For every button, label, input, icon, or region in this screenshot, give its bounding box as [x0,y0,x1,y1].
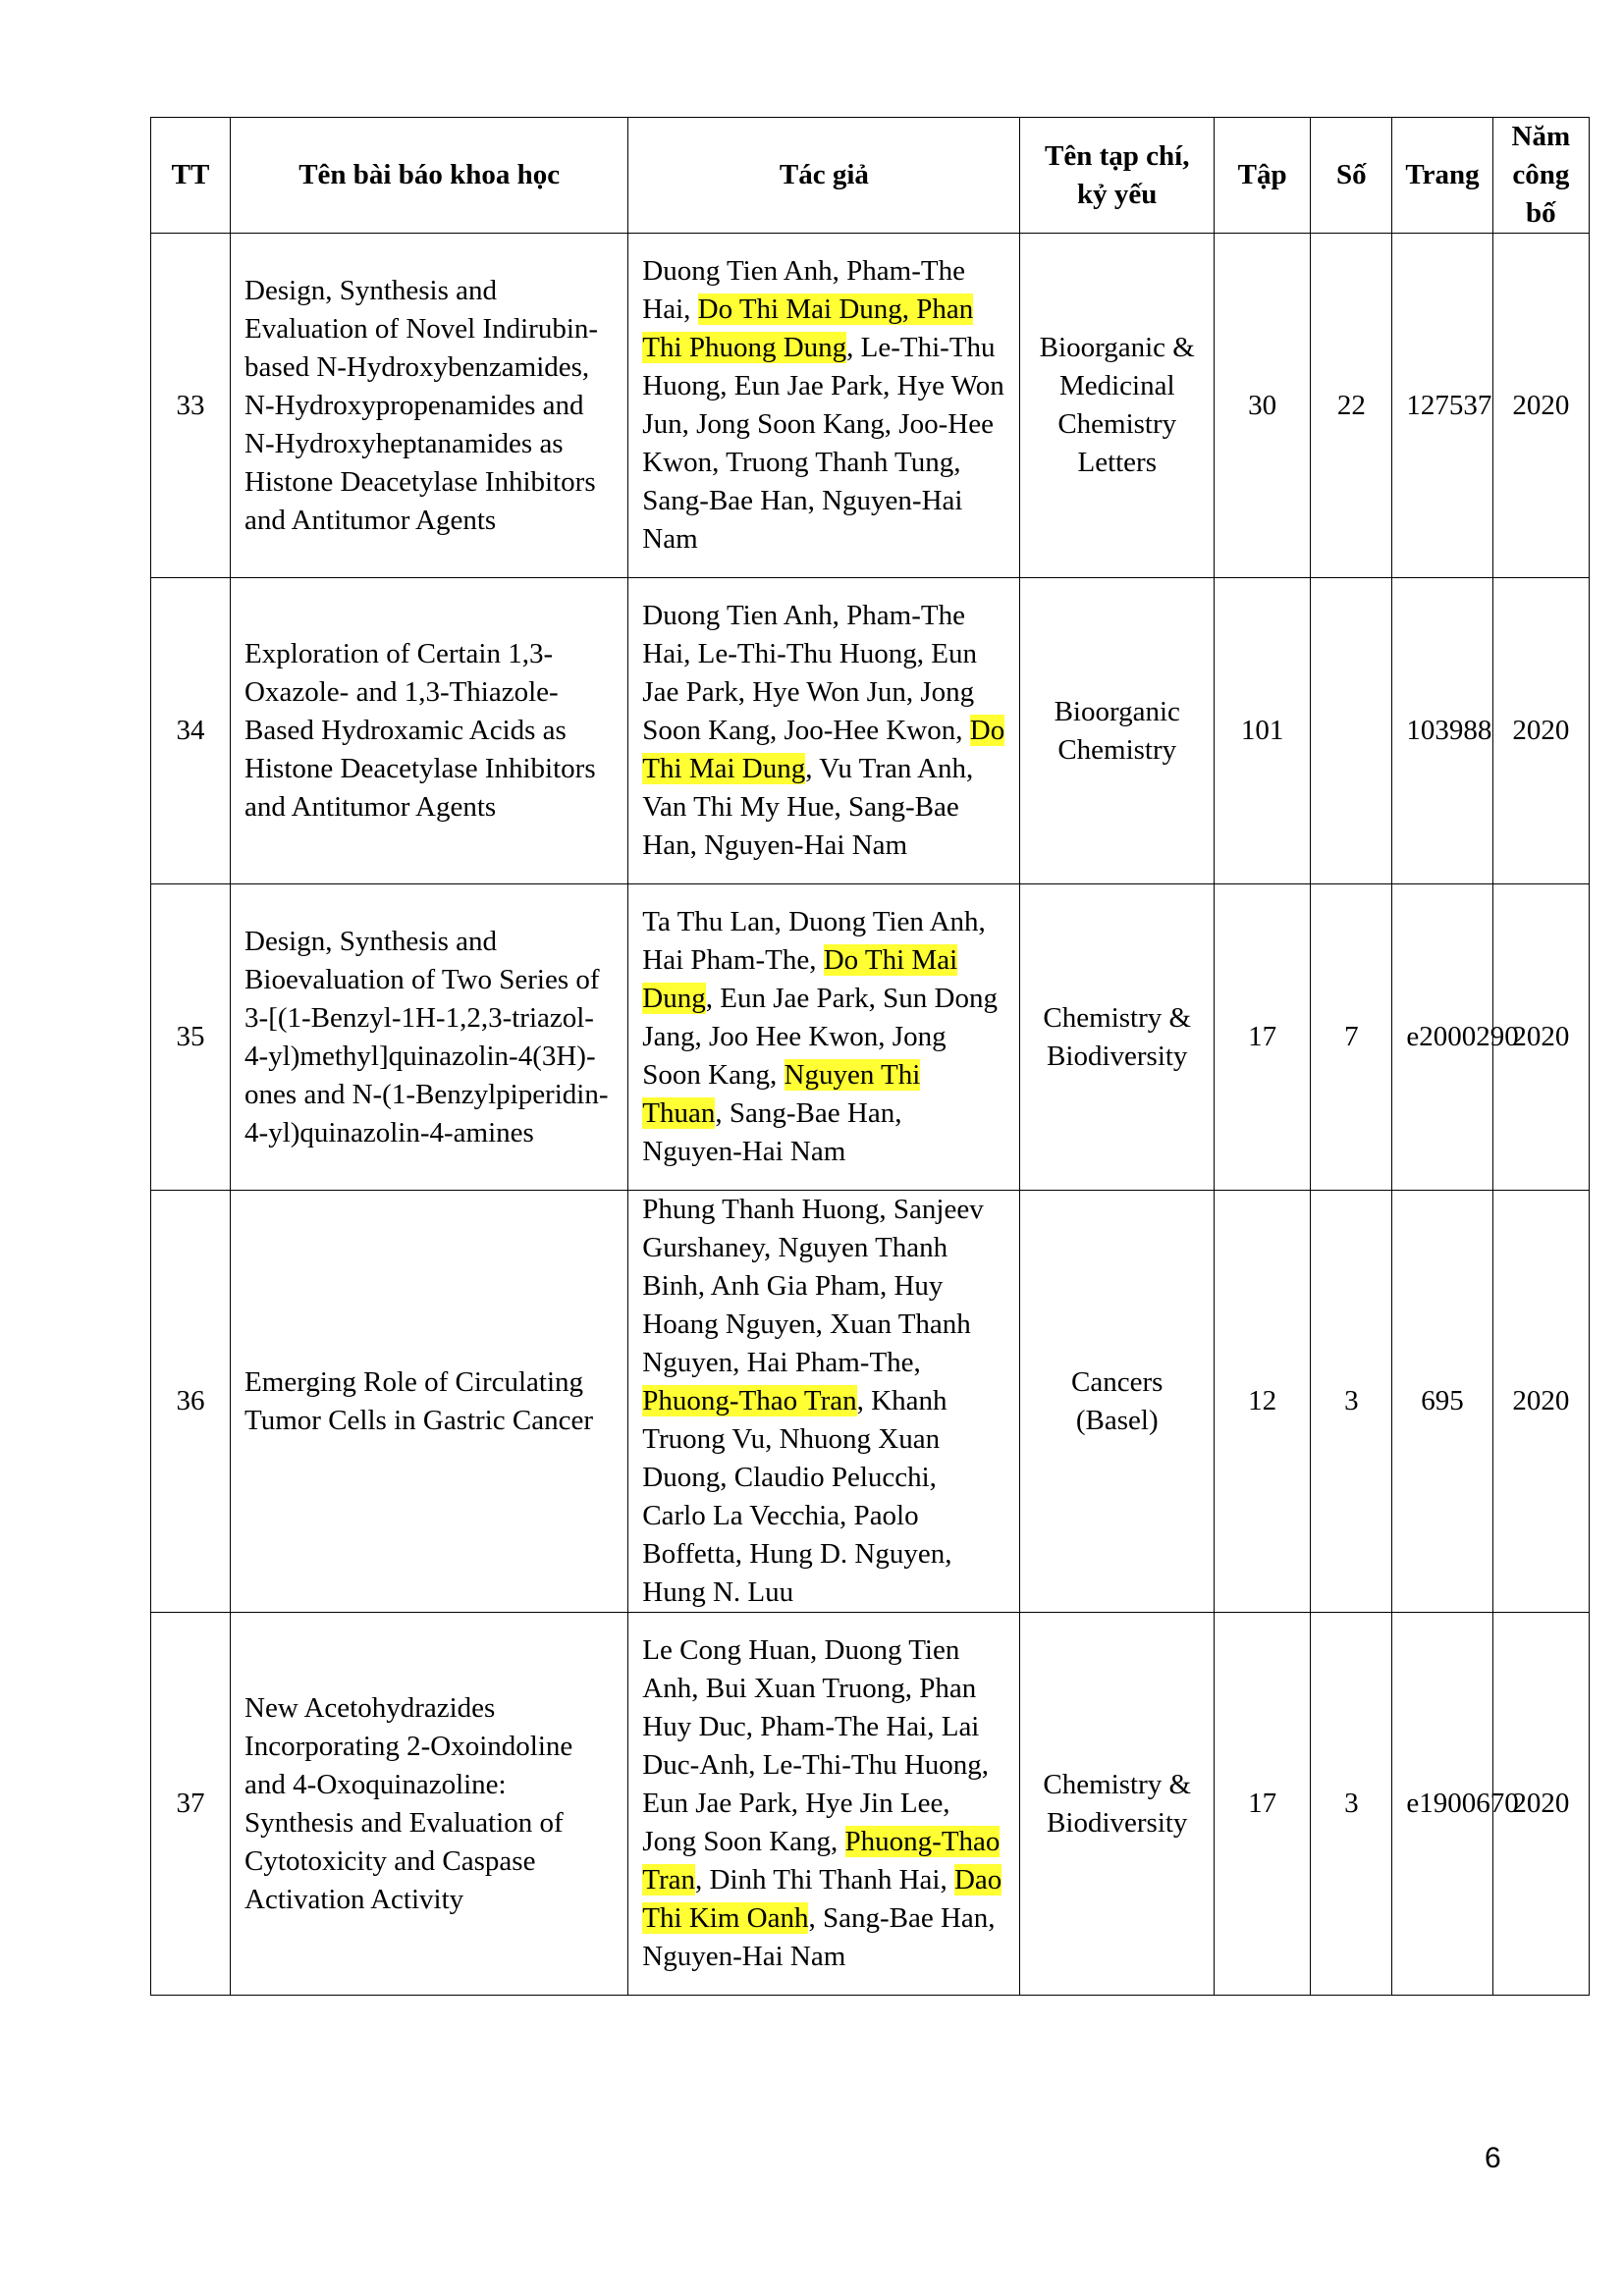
cell-pages: 695 [1392,1191,1492,1613]
cell-authors [628,234,1020,578]
cell-tt: 33 [151,234,231,578]
author-segment: Duong Tien Anh, Pham-The Hai, Le-Thi-Thu Huong, Eun Jae Park, Hye Won Jun, Jong Soon Kang, Joo-Hee Kwon, [642,600,977,746]
cell-journal: Bioorganic & Medicinal Chemistry Letters [1020,234,1215,578]
cell-title: Emerging Role of Circulating Tumor Cells in Gastric Cancer [231,1191,628,1613]
cell-volume: 17 [1215,1613,1311,1996]
cell-volume: 30 [1215,234,1311,578]
author-segment: , Sang-Bae Han, Nguyen-Hai Nam [642,1902,996,1972]
cell-issue: 22 [1311,234,1392,578]
author-segment: , Dinh Thi Thanh Hai, [695,1864,954,1896]
cell-pages: e1900670 [1392,1613,1492,1996]
header-year: Năm công bố [1492,118,1589,234]
table-row [151,1191,1590,1613]
cell-title: Design, Synthesis and Evaluation of Novel Indirubin-based N-Hydroxybenzamides, N-Hydroxypropenamides and N-Hydroxyheptanamides as Histone Deacetylase Inhibitors and Antitumor Agents [231,234,628,578]
cell-authors [628,884,1020,1191]
cell-volume: 17 [1215,884,1311,1191]
cell-tt: 37 [151,1613,231,1996]
header-pages: Trang [1392,118,1492,234]
cell-issue: 3 [1311,1191,1392,1613]
table-row [151,234,1590,578]
header-journal: Tên tạp chí, kỷ yếu [1020,118,1215,234]
header-title: Tên bài báo khoa học [231,118,628,234]
cell-tt: 36 [151,1191,231,1613]
cell-authors [628,578,1020,884]
author-segment: , Le-Thi-Thu Huong, Eun Jae Park, Hye Won Jun, Jong Soon Kang, Joo-Hee Kwon, Truong Thanh Tung, Sang-Bae Han, Nguyen-Hai Nam [642,332,1004,555]
cell-volume: 12 [1215,1191,1311,1613]
cell-tt: 34 [151,578,231,884]
cell-pages: 127537 [1392,234,1492,578]
author-highlight: Phuong-Thao Tran [642,1826,1001,1896]
cell-journal: Chemistry & Biodiversity [1020,1613,1215,1996]
cell-tt: 35 [151,884,231,1191]
table-row [151,578,1590,884]
cell-issue [1311,578,1392,884]
cell-authors [628,1613,1020,1996]
author-segment: , Vu Tran Anh, Van Thi My Hue, Sang-Bae Han, Nguyen-Hai Nam [642,753,974,861]
header-issue: Số [1311,118,1392,234]
author-highlight: Do Thi Mai Dung [642,944,958,1014]
cell-issue: 7 [1311,884,1392,1191]
cell-year: 2020 [1492,578,1589,884]
cell-pages: e2000290 [1392,884,1492,1191]
author-highlight: Do Thi Mai Dung, Phan Thi Phuong Dung [642,294,974,363]
cell-pages: 103988 [1392,578,1492,884]
author-segment: Le Cong Huan, Duong Tien Anh, Bui Xuan Truong, Phan Huy Duc, Pham-The Hai, Lai Duc-Anh, Le-Thi-Thu Huong, Eun Jae Park, Hye Jin Lee, Jong Soon Kang, [642,1634,990,1857]
cell-title: New Acetohydrazides Incorporating 2-Oxoindoline and 4-Oxoquinazoline: Synthesis and Evaluation of Cytotoxicity and Caspase Activation Activity [231,1613,628,1996]
header-authors: Tác giả [628,118,1020,234]
cell-authors [628,1191,1020,1613]
header-tt: TT [151,118,231,234]
cell-title: Design, Synthesis and Bioevaluation of Two Series of 3-[(1-Benzyl-1H-1,2,3-triazol-4-yl)methyl]quinazolin-4(3H)-ones and N-(1-Benzylpiperidin-4-yl)quinazolin-4-amines [231,884,628,1191]
author-highlight: Phuong-Thao Tran [642,1385,857,1416]
cell-issue: 3 [1311,1613,1392,1996]
table-row [151,884,1590,1191]
author-segment: , Eun Jae Park, Sun Dong Jang, Joo Hee Kwon, Jong Soon Kang, [642,983,998,1091]
cell-journal: Cancers (Basel) [1020,1191,1215,1613]
author-segment: Ta Thu Lan, Duong Tien Anh, Hai Pham-The, [642,906,986,976]
author-segment: , Sang-Bae Han, Nguyen-Hai Nam [642,1097,902,1167]
publications-table [150,117,1590,1996]
table-header-row [151,118,1590,234]
cell-year: 2020 [1492,884,1589,1191]
table-row [151,1613,1590,1996]
author-segment: Phung Thanh Huong, Sanjeev Gurshaney, Nguyen Thanh Binh, Anh Gia Pham, Huy Hoang Nguyen, Xuan Thanh Nguyen, Hai Pham-The, [642,1194,984,1378]
cell-year: 2020 [1492,234,1589,578]
author-highlight: Do Thi Mai Dung [642,715,1005,784]
header-volume: Tập [1215,118,1311,234]
cell-journal: Chemistry & Biodiversity [1020,884,1215,1191]
author-segment: Duong Tien Anh, Pham-The Hai, [642,255,965,325]
cell-year: 2020 [1492,1613,1589,1996]
cell-year: 2020 [1492,1191,1589,1613]
cell-journal: Bioorganic Chemistry [1020,578,1215,884]
author-highlight: Nguyen Thi Thuan [642,1059,921,1129]
author-highlight: Dao Thi Kim Oanh [642,1864,1002,1934]
cell-title: Exploration of Certain 1,3-Oxazole- and 1,3-Thiazole-Based Hydroxamic Acids as Histone Deacetylase Inhibitors and Antitumor Agents [231,578,628,884]
author-segment: , Khanh Truong Vu, Nhuong Xuan Duong, Claudio Pelucchi, Carlo La Vecchia, Paolo Boffetta, Hung D. Nguyen, Hung N. Luu [642,1385,952,1608]
cell-volume: 101 [1215,578,1311,884]
page-number: 6 [1485,2142,1501,2174]
